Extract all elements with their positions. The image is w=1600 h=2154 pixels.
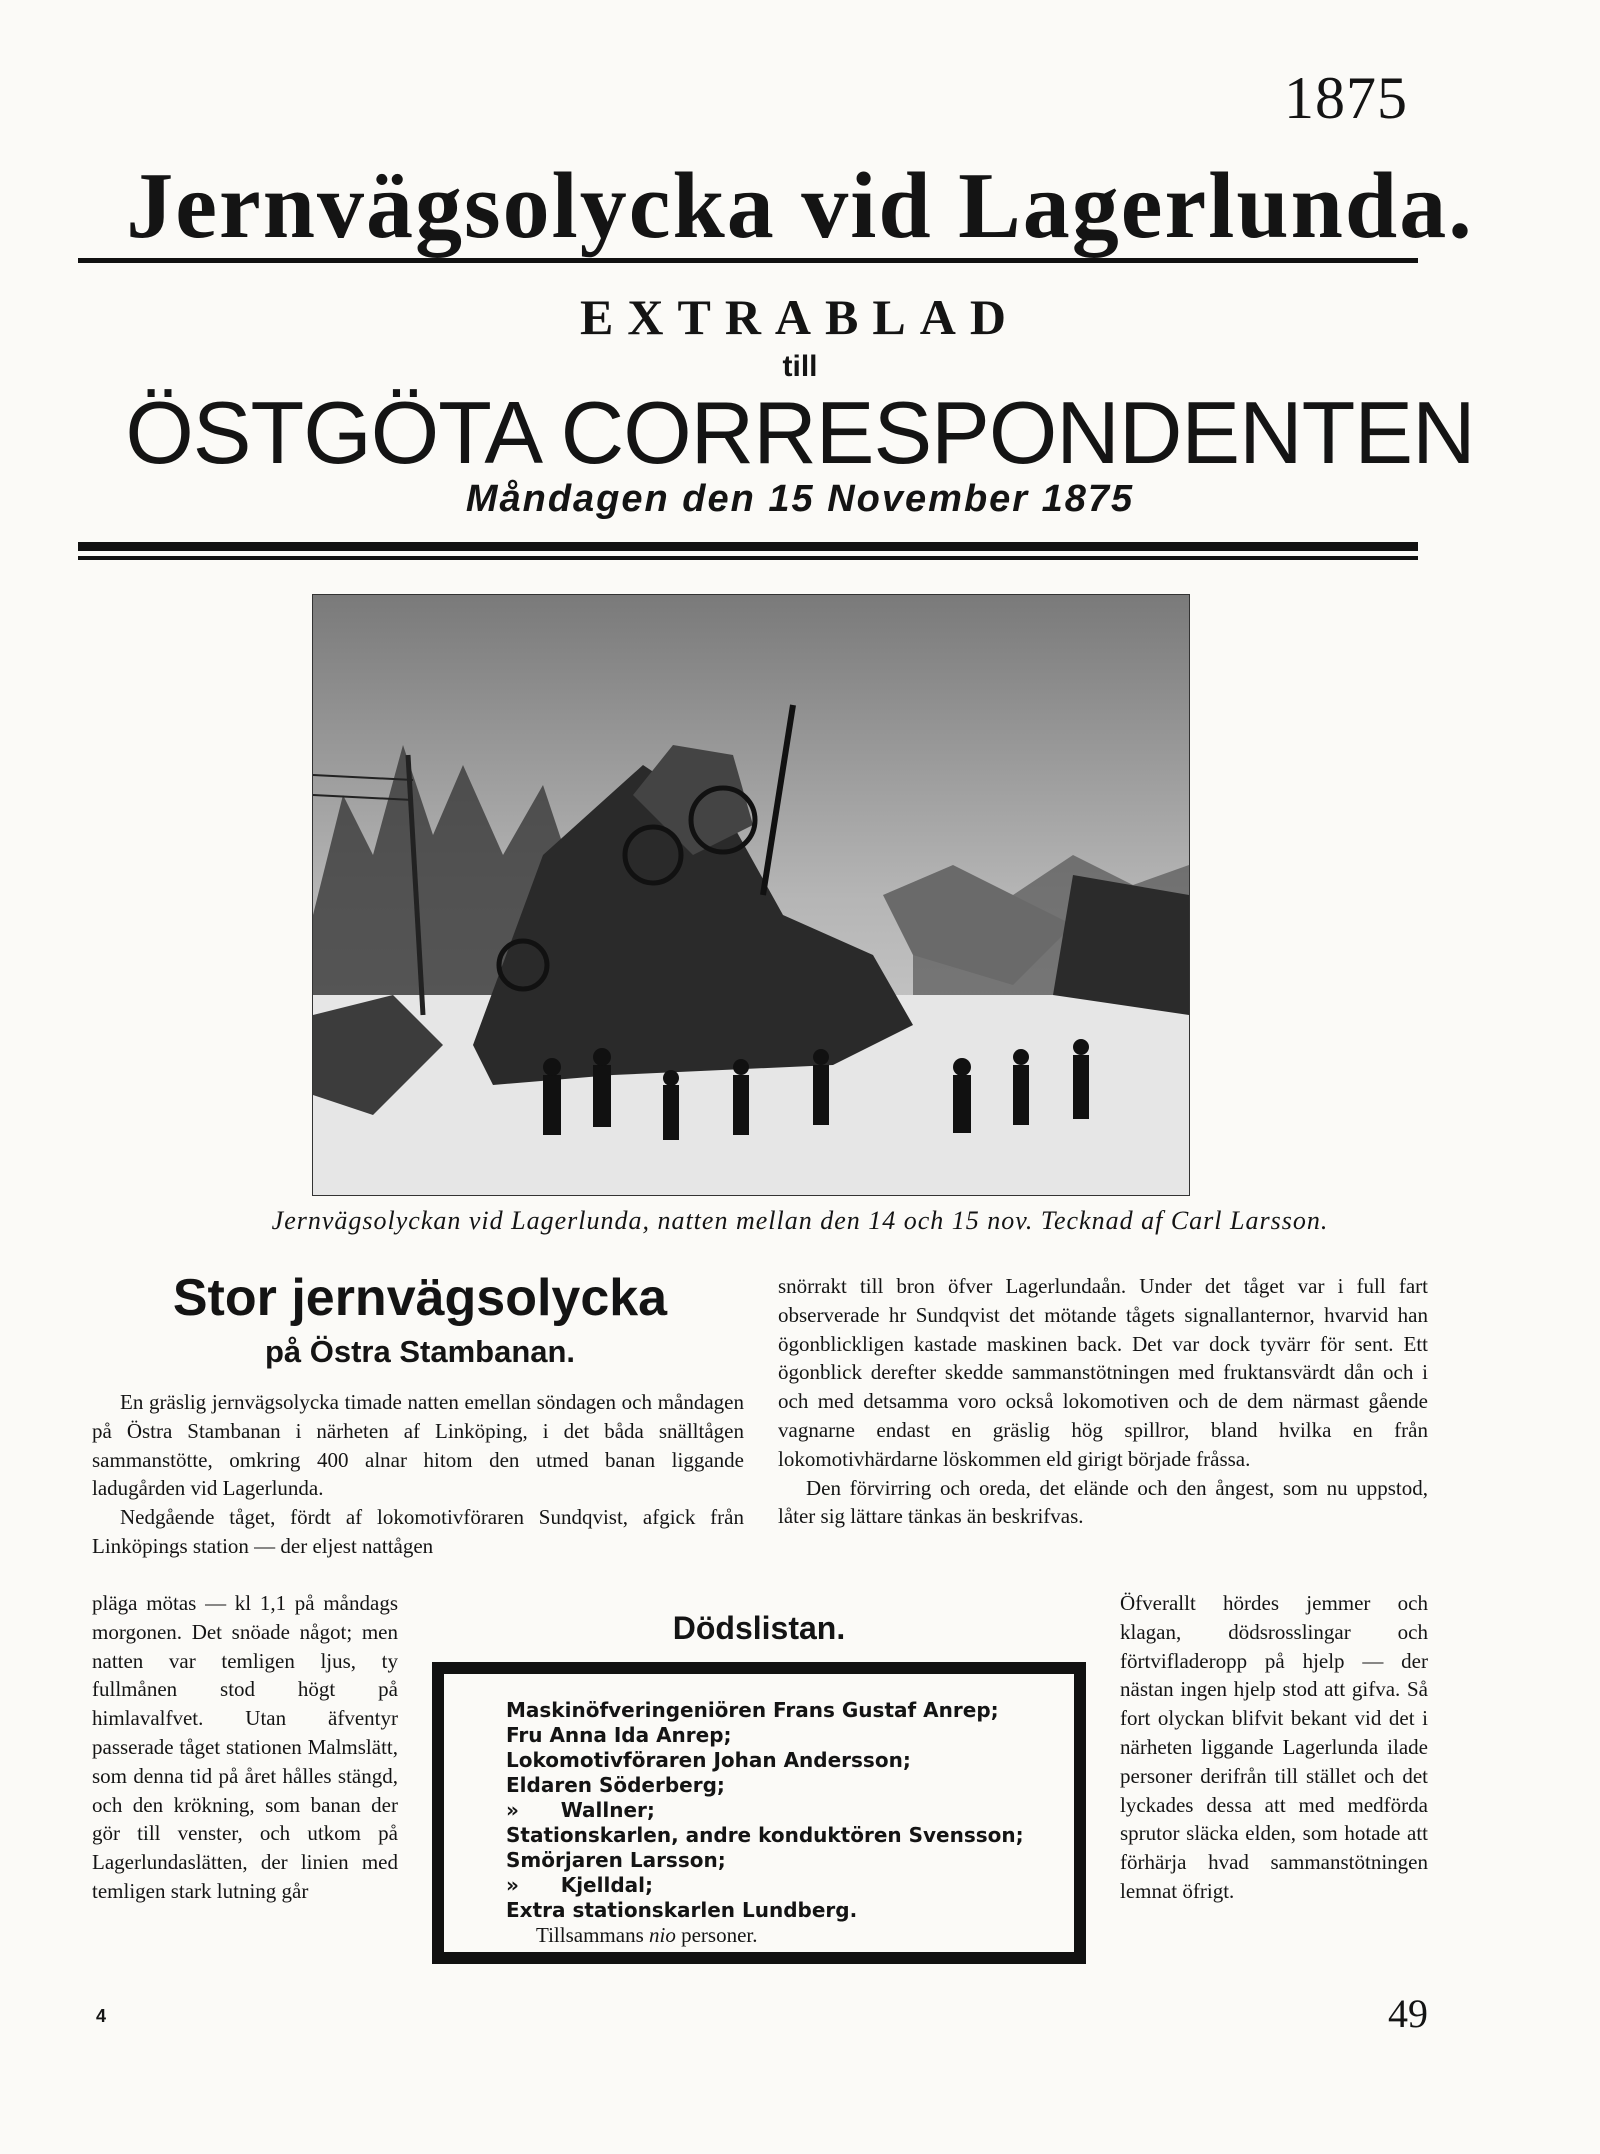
- death-list-entry: Eldaren Söderberg;: [506, 1773, 725, 1797]
- death-list-total: [506, 1923, 1046, 1948]
- death-list-heading: Dödslistan.: [672, 1610, 846, 1646]
- extrablad-label: EXTRABLAD: [580, 289, 1020, 345]
- death-list-entry: Lokomotivföraren Johan Andersson;: [506, 1748, 911, 1772]
- year-heading: 1875: [1284, 65, 1408, 131]
- article-paragraph: pläga mötas — kl 1,1 på måndags morgonen. Det snöade något; men natten var temligen ljus, ty fullmånen stod högt på himlavalfvet. Utan äfventyr passerade tåget stationen Malmslätt, som denna tid på året hålles stängd, och den krökning, som banan der gör till venster, och utkom på Lagerlundaslätten, der linien med temligen stark lutning går: [92, 1591, 398, 1903]
- death-list-box: [432, 1662, 1086, 1964]
- article-headline: Stor jernvägsolycka: [172, 1269, 668, 1327]
- total-suffix: personer.: [675, 1923, 758, 1947]
- death-list-entry: Maskinöfveringeniören Frans Gustaf Anrep;: [506, 1698, 999, 1722]
- footer-signature-mark: 4: [96, 2006, 107, 2026]
- top-rule: [78, 258, 1418, 263]
- death-list-entry: Stationskarlen, andre konduktören Svensson;: [506, 1823, 1024, 1847]
- left-narrow-column: [92, 1589, 398, 1906]
- till-label: till: [782, 350, 818, 383]
- death-list-entry: Smörjaren Larsson;: [506, 1848, 726, 1872]
- issue-date: Måndagen den 15 November 1875: [465, 478, 1135, 520]
- death-list-entry: Extra stationskarlen Lundberg.: [506, 1898, 858, 1922]
- death-list-entry: » Wallner;: [506, 1798, 655, 1822]
- left-column: [92, 1388, 744, 1561]
- article-subheadline: på Östra Stambanan.: [264, 1334, 576, 1369]
- article-paragraph: snörrakt till bron öfver Lagerlundaån. Under det tåget var i full fart observerade hr Sundqvist det mötande tågets signallanternor, hvarvid han ögonblickligen kastade maskinen back. Det var dock tyvärr för sent. Ett ögonblick derefter skedde sammanstötningen med fruktansvärdt dån och i och med detsamma voro också lokomotiven och de dem närmast gående vagnarne endast en gräslig hög spillror, bland hvilka en från lokomotivhärdarne löskommen eld girigt började fråssa.: [778, 1274, 1428, 1471]
- right-column: [778, 1272, 1428, 1531]
- article-paragraph: Den förvirring och oreda, det elände och den ångest, som nu uppstod, låter sig lättare tänkas än beskrifvas.: [778, 1475, 1428, 1529]
- total-prefix: Tillsammans: [536, 1923, 649, 1947]
- page-number: 49: [1388, 1991, 1428, 2036]
- right-narrow-column: [1120, 1589, 1428, 1906]
- illustration-caption: Jernvägsolyckan vid Lagerlunda, natten mellan den 14 och 15 nov. Tecknad af Carl Larsson.: [271, 1206, 1329, 1235]
- death-list-entry: Fru Anna Ida Anrep;: [506, 1723, 732, 1747]
- double-rule: [78, 542, 1418, 560]
- total-count: nio: [649, 1923, 676, 1947]
- train-wreck-illustration: [312, 594, 1190, 1196]
- death-list-entry: » Kjelldal;: [506, 1873, 653, 1897]
- article-paragraph: Nedgående tåget, fördt af lokomotivföraren Sundqvist, afgick från Linköpings station — der eljest nattågen: [92, 1505, 744, 1558]
- page-title: Jernvägsolycka vid Lagerlunda.: [126, 154, 1474, 258]
- newspaper-name: ÖSTGÖTA CORRESPONDENTEN: [125, 383, 1475, 482]
- article-paragraph: Öfverallt hördes jemmer och klagan, dödsrosslingar och förtvifladeropp på hjelp — der nästan ingen hjelp stod att gifva. Så fort olyckan blifvit bekant vid det i närheten liggande Lagerlunda ilade personer derifrån till stället och det lyckades dessa att med medförda sprutor släcka elden, som hotade att förhärja hvad sammanstötningen lemnat öfrigt.: [1120, 1591, 1428, 1903]
- article-paragraph: En gräslig jernvägsolycka timade natten emellan söndagen och måndagen på Östra Stambanan i närheten af Linköping, i det båda snälltågen sammanstötte, omkring 400 alnar hitom den utmed banan liggande ladugården vid Lagerlunda.: [92, 1390, 744, 1501]
